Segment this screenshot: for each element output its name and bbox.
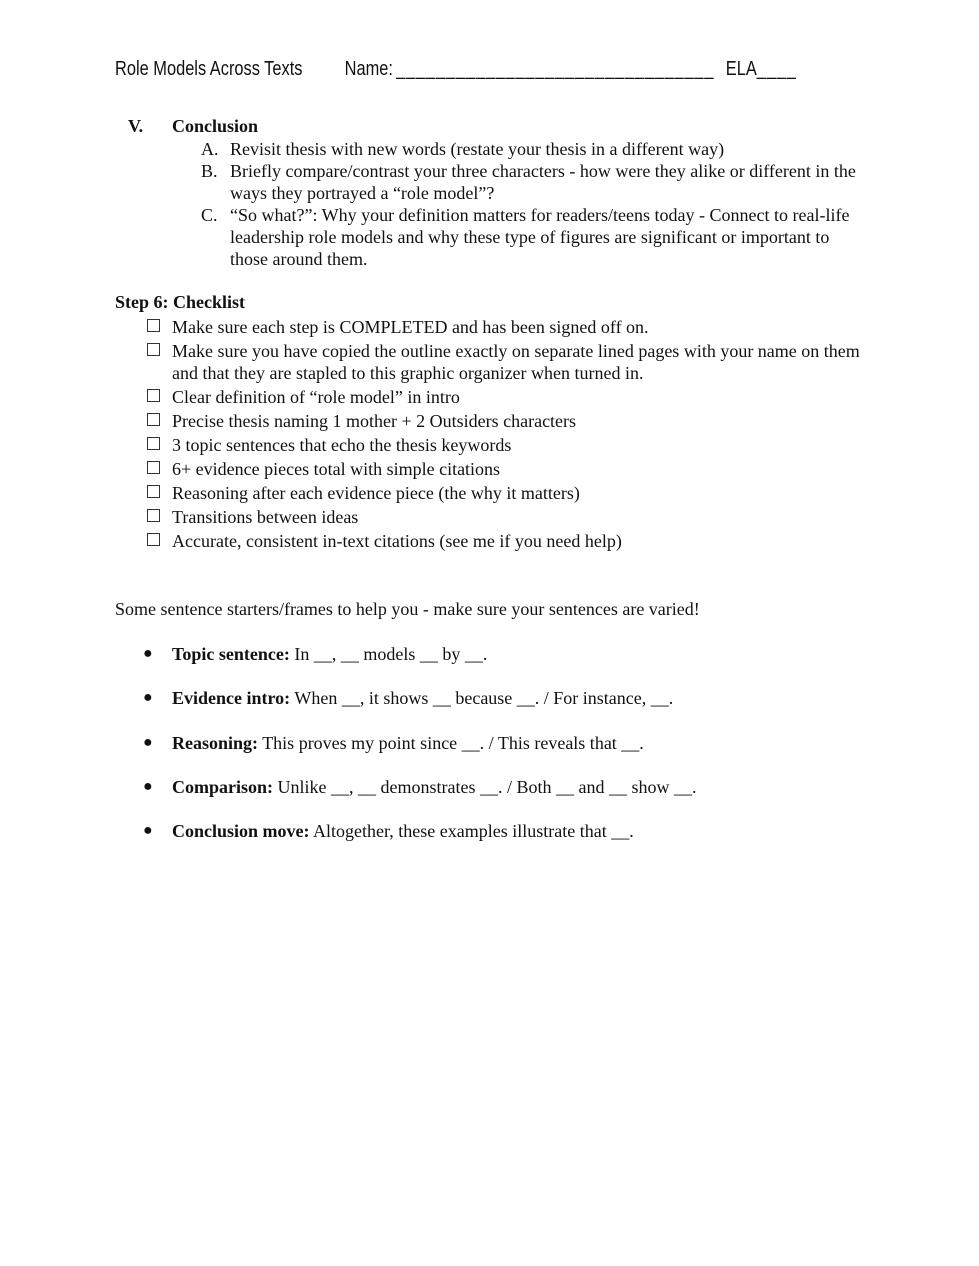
item-text: “So what?”: Why your definition matters for readers/teens today - Connect to real-life leadership role models and why these type of figures are significant or important to those around them. bbox=[230, 205, 850, 269]
checklist-item bbox=[0, 530, 979, 552]
checkbox[interactable] bbox=[147, 343, 160, 356]
section-title: Conclusion bbox=[172, 116, 259, 136]
starter-text bbox=[172, 687, 673, 709]
starter-text bbox=[172, 820, 634, 842]
bullet-icon: ● bbox=[143, 822, 153, 840]
worksheet-title: Role Models Across Texts bbox=[115, 58, 303, 80]
checkbox[interactable] bbox=[147, 533, 160, 546]
starter-frame: Unlike __, __ demonstrates __. / Both __ and __ show __. bbox=[273, 776, 697, 797]
item-text: Revisit thesis with new words (restate your thesis in a different way) bbox=[230, 139, 725, 159]
starter-text bbox=[172, 643, 487, 665]
item-letter: C. bbox=[201, 205, 218, 225]
item-text: Briefly compare/contrast your three characters - how were they alike or different in the ways they portrayed a “role model”? bbox=[230, 161, 856, 203]
checklist-text: Make sure you have copied the outline exactly on separate lined pages with your name on them and that they are stapled to this graphic organizer when turned in. bbox=[172, 341, 860, 383]
checklist-item bbox=[0, 458, 979, 480]
starters-intro: Some sentence starters/frames to help you - make sure your sentences are varied! bbox=[115, 599, 700, 619]
checklist-item bbox=[0, 506, 979, 528]
checklist-text: 3 topic sentences that echo the thesis keywords bbox=[172, 435, 512, 455]
checklist-text: Make sure each step is COMPLETED and has been signed off on. bbox=[172, 317, 649, 337]
item-letter: B. bbox=[201, 161, 218, 181]
checklist-heading: Step 6: Checklist bbox=[115, 292, 245, 312]
name-blank: ________________________________ bbox=[396, 58, 715, 80]
checkbox[interactable] bbox=[147, 389, 160, 402]
conclusion-list bbox=[0, 138, 979, 270]
starter-frame: In __, __ models __ by __. bbox=[289, 644, 488, 664]
item-letter: A. bbox=[201, 139, 219, 159]
ela-label: ELA bbox=[725, 58, 757, 80]
starter-frame: Altogether, these examples illustrate that __. bbox=[309, 821, 634, 842]
starter-item bbox=[0, 643, 979, 687]
checklist-text: 6+ evidence pieces total with simple citations bbox=[172, 459, 501, 479]
checkbox[interactable] bbox=[147, 485, 160, 498]
starter-label: Topic sentence: bbox=[172, 644, 290, 664]
starter-text bbox=[172, 776, 696, 798]
checklist bbox=[0, 316, 979, 554]
checklist-text: Clear definition of “role model” in intro bbox=[172, 387, 460, 407]
starter-frame: This proves my point since __. / This reveals that __. bbox=[258, 732, 644, 753]
starter-label: Conclusion move: bbox=[172, 821, 310, 842]
page-header bbox=[115, 58, 797, 81]
list-item bbox=[0, 138, 979, 160]
starter-frame: When __, it shows __ because __. / For instance, __. bbox=[290, 688, 674, 709]
checklist-item bbox=[0, 434, 979, 456]
checklist-item bbox=[0, 410, 979, 432]
starter-item bbox=[0, 820, 979, 864]
checkbox[interactable] bbox=[147, 509, 160, 522]
bullet-icon: ● bbox=[143, 645, 153, 662]
checklist-item bbox=[0, 386, 979, 408]
checkbox[interactable] bbox=[147, 413, 160, 426]
ela-blank: ____ bbox=[756, 58, 797, 80]
bullet-icon: ● bbox=[143, 733, 153, 751]
name-label: Name: bbox=[344, 58, 393, 80]
bullet-icon: ● bbox=[143, 689, 153, 707]
sentence-starters-list bbox=[0, 643, 979, 864]
checklist-text: Transitions between ideas bbox=[172, 507, 359, 527]
bullet-icon: ● bbox=[143, 777, 153, 795]
checkbox[interactable] bbox=[147, 437, 160, 450]
starter-item bbox=[0, 732, 979, 776]
checklist-item bbox=[0, 482, 979, 504]
list-item bbox=[0, 160, 979, 204]
checklist-text: Precise thesis naming 1 mother + 2 Outsiders characters bbox=[172, 411, 577, 431]
checkbox[interactable] bbox=[147, 461, 160, 474]
starter-item bbox=[0, 687, 979, 731]
section-numeral: V. bbox=[128, 116, 144, 136]
starter-label: Reasoning: bbox=[172, 732, 259, 753]
checkbox[interactable] bbox=[147, 319, 160, 332]
starter-text bbox=[172, 732, 644, 754]
starter-label: Comparison: bbox=[172, 776, 274, 797]
checklist-item bbox=[0, 340, 979, 384]
list-item bbox=[0, 204, 979, 270]
starter-label: Evidence intro: bbox=[172, 688, 291, 709]
checklist-text: Accurate, consistent in-text citations (see me if you need help) bbox=[172, 531, 622, 551]
starter-item bbox=[0, 776, 979, 820]
checklist-text: Reasoning after each evidence piece (the why it matters) bbox=[172, 483, 580, 503]
checklist-item bbox=[0, 316, 979, 338]
